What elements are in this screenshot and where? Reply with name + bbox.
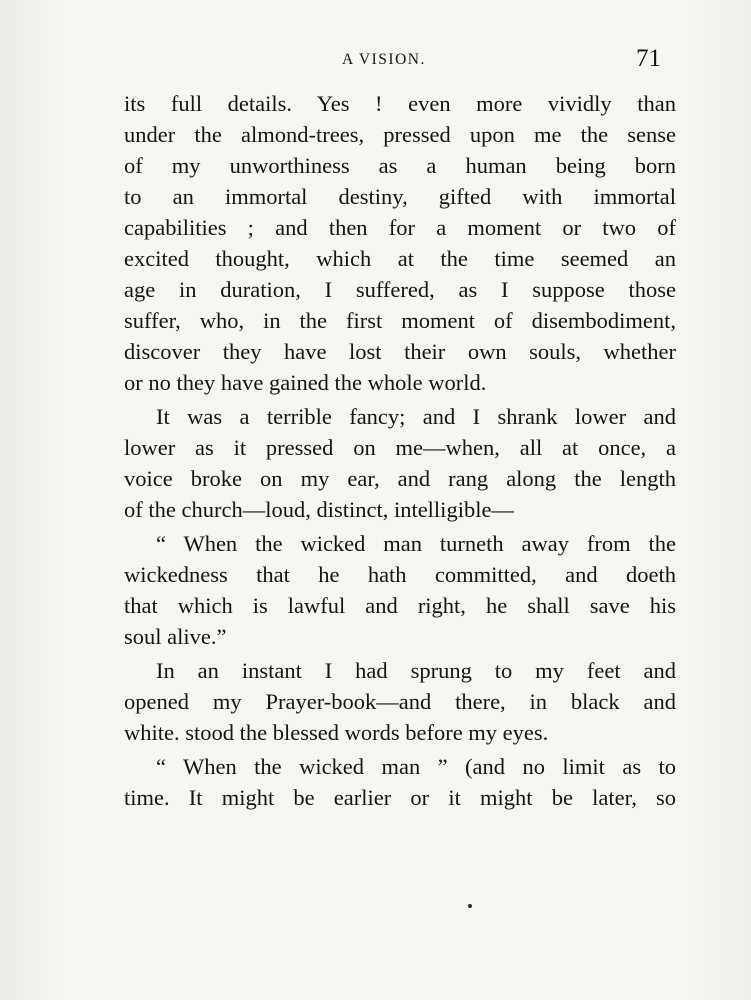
text-line: excited thought, which at the time seemed an (124, 246, 676, 271)
text-line: its full details. Yes ! even more vividly than (124, 91, 676, 116)
text-line: under the almond-trees, pressed upon me the sense (124, 122, 676, 147)
text-line: that which is lawful and right, he shall save his (124, 593, 676, 618)
text-line: age in duration, I suffered, as I suppose those (124, 277, 676, 302)
text-line: opened my Prayer-book—and there, in black and (124, 689, 676, 714)
text-line: In an instant I had sprung to my feet and (156, 658, 676, 683)
text-line: wickedness that he hath committed, and doeth (124, 562, 676, 587)
paragraph (124, 401, 676, 525)
text-line: “ When the wicked man ” (and no limit as to (156, 754, 676, 779)
text-line: soul alive.” (124, 624, 227, 649)
text-line: It was a terrible fancy; and I shrank lower and (156, 404, 676, 429)
paragraph (124, 751, 676, 813)
text-line: to an immortal destiny, gifted with immortal (124, 184, 676, 209)
text-line: time. It might be earlier or it might be later, so (124, 785, 676, 810)
body-text (124, 88, 676, 813)
text-line: white. stood the blessed words before my eyes. (124, 720, 549, 745)
text-line: or no they have gained the whole world. (124, 370, 487, 395)
text-line: lower as it pressed on me—when, all at once, a (124, 435, 676, 460)
text-line: capabilities ; and then for a moment or two of (124, 215, 676, 240)
running-head (0, 45, 751, 75)
paragraph (124, 528, 676, 652)
text-line: “ When the wicked man turneth away from the (156, 531, 676, 556)
text-line: of my unworthiness as a human being born (124, 153, 676, 178)
running-title: A VISION. (342, 51, 426, 68)
paragraph (124, 655, 676, 748)
paragraph (124, 88, 676, 398)
print-speck (468, 904, 472, 908)
text-line: voice broke on my ear, and rang along the length (124, 466, 676, 491)
text-line: suffer, who, in the first moment of disembodiment, (124, 308, 676, 333)
text-line: discover they have lost their own souls, whether (124, 339, 676, 364)
page-number: 71 (636, 45, 661, 72)
text-line: of the church—loud, distinct, intelligible— (124, 497, 514, 522)
